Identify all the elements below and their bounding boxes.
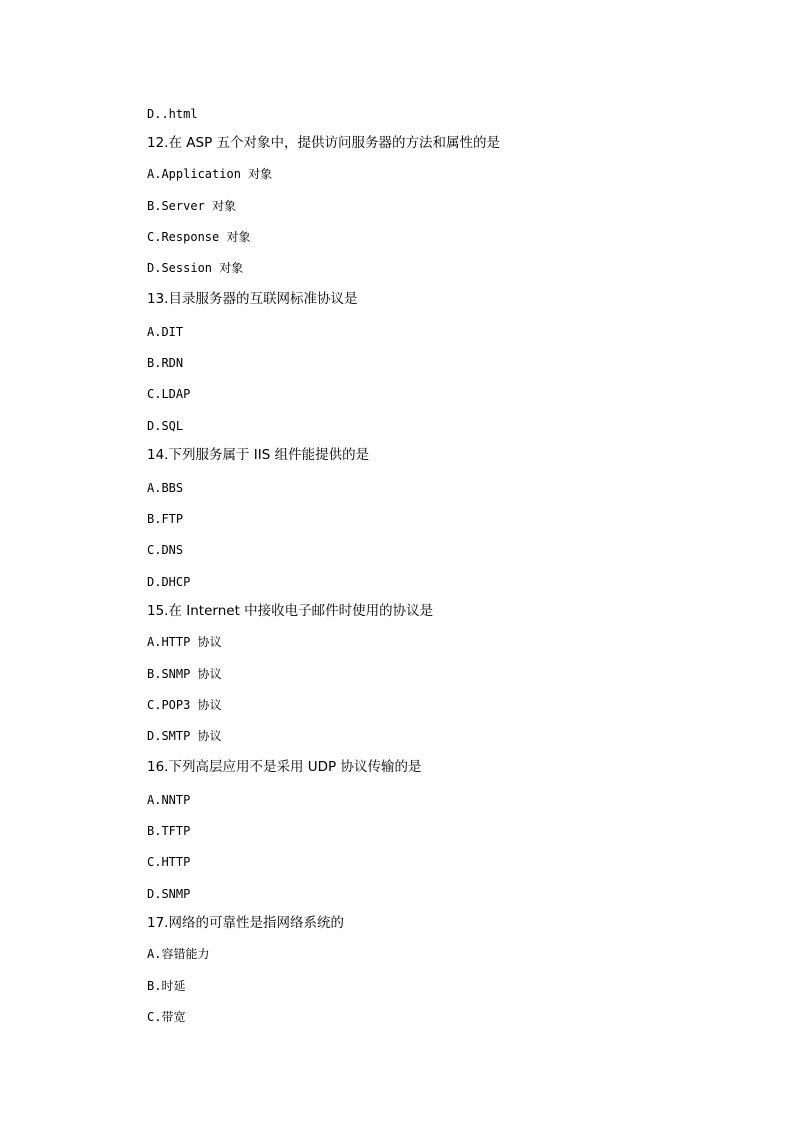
option-line: C.带宽 — [147, 1010, 186, 1024]
option-line: B.时延 — [147, 979, 186, 993]
option-line: A.容错能力 — [147, 947, 210, 961]
option-line: D..html — [147, 107, 198, 121]
option-line: B.TFTP — [147, 824, 191, 838]
option-line: A.Application 对象 — [147, 167, 273, 181]
question-17: 17.网络的可靠性是指网络系统的 — [147, 915, 344, 931]
option-line: B.SNMP 协议 — [147, 667, 222, 681]
option-line: C.LDAP — [147, 387, 191, 401]
option-line: B.RDN — [147, 356, 184, 370]
option-line: A.HTTP 协议 — [147, 635, 222, 649]
option-line: C.POP3 协议 — [147, 698, 222, 712]
option-line: B.Server 对象 — [147, 199, 237, 213]
option-line: D.SQL — [147, 419, 184, 433]
option-line: D.Session 对象 — [147, 261, 244, 275]
option-line: A.DIT — [147, 325, 184, 339]
question-14: 14.下列服务属于 IIS 组件能提供的是 — [147, 447, 370, 463]
question-12: 12.在 ASP 五个对象中，提供访问服务器的方法和属性的是 — [147, 135, 500, 151]
question-16: 16.下列高层应用不是采用 UDP 协议传输的是 — [147, 759, 422, 775]
option-line: D.SMTP 协议 — [147, 729, 222, 743]
option-line: B.FTP — [147, 512, 184, 526]
question-13: 13.目录服务器的互联网标准协议是 — [147, 291, 358, 307]
option-line: C.Response 对象 — [147, 230, 251, 244]
option-line: C.HTTP — [147, 855, 191, 869]
question-15: 15.在 Internet 中接收电子邮件时使用的协议是 — [147, 603, 434, 619]
option-line: D.DHCP — [147, 575, 191, 589]
option-line: C.DNS — [147, 543, 184, 557]
option-line: A.BBS — [147, 481, 184, 495]
option-line: A.NNTP — [147, 793, 191, 807]
option-line: D.SNMP — [147, 887, 191, 901]
